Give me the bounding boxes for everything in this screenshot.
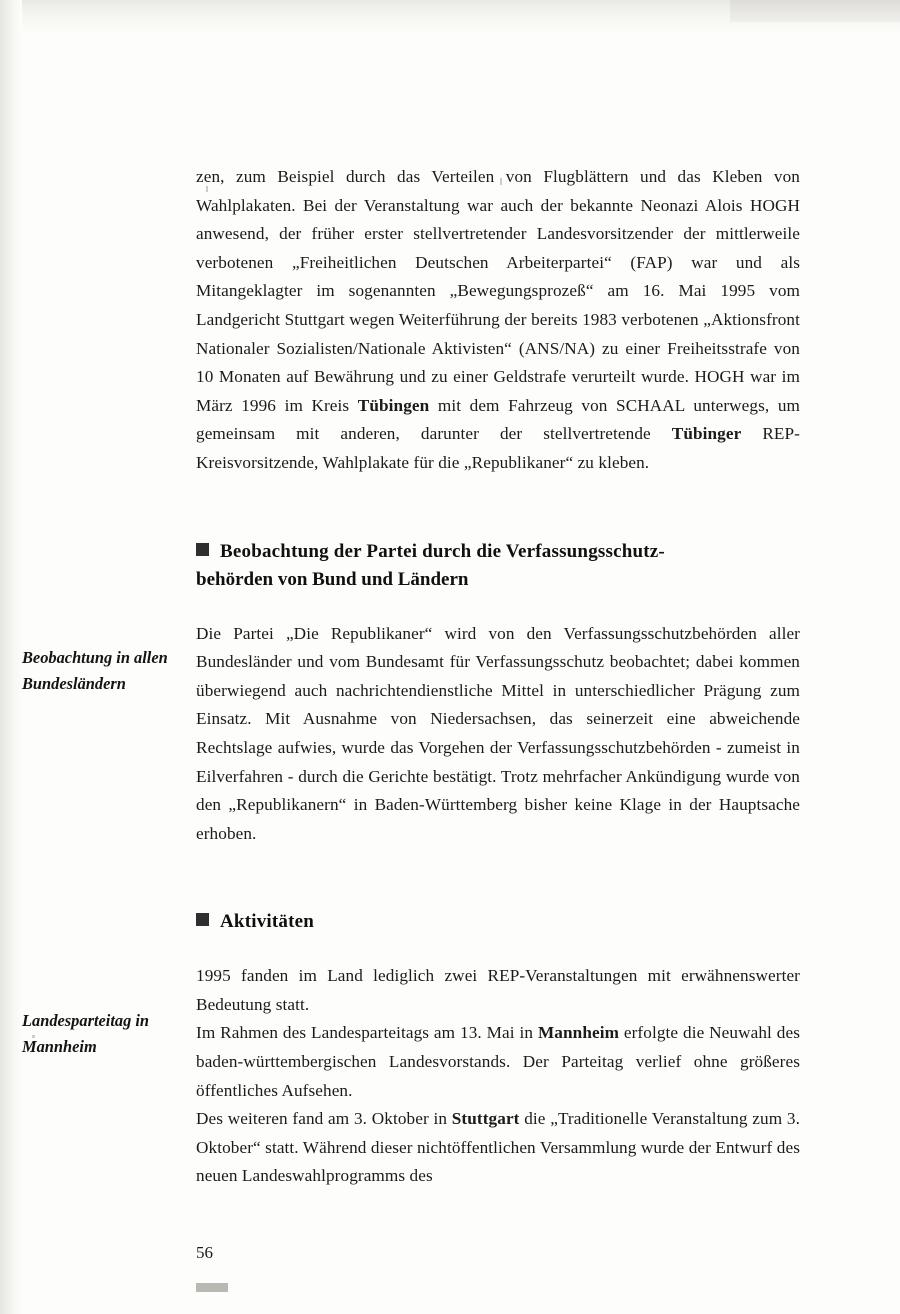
paragraph-stuttgart-part2: die „Traditionelle Veranstaltung zum 3. Oktober“ statt. Während dieser nichtöffentlichen Versammlung wurde der Entwurf des neuen Landeswahlprogramms des: [196, 1109, 800, 1186]
footer-mark: [196, 1283, 228, 1292]
paragraph-stuttgart-bold-stuttgart: Stuttgart: [451, 1109, 520, 1129]
paragraph-intro-bold-tuebinger: Tübinger: [671, 424, 742, 444]
paragraph-landesparteitag-bold-mannheim: Mannheim: [537, 1023, 619, 1043]
margin-note-landesparteitag: Landesparteitag in Mannheim: [22, 1011, 150, 1056]
section-heading-aktivitaeten: [196, 908, 800, 936]
main-text-column: [196, 163, 800, 1191]
paragraph-intro-bold-tuebingen: Tübingen: [357, 395, 430, 415]
spacer: [196, 848, 800, 874]
section-heading-beobachtung-line2: behörden von Bund und Ländern: [196, 568, 469, 590]
section-heading-beobachtung-line1: Beobachtung der Partei durch die Verfassungsschutz-: [220, 540, 665, 562]
paragraph-veranstaltungen: 1995 fanden im Land lediglich zwei REP-Veranstaltungen mit erwähnenswerter Bedeutung statt.: [196, 966, 800, 1014]
paragraph-stuttgart-part1: Des weiteren fand am 3. Oktober in: [196, 1109, 452, 1129]
paragraph-intro-part1: zen, zum Beispiel durch das Verteilen von Flugblättern und das Kleben von Wahlplakaten. Bei der Veranstaltung war auch der bekannte Neonazi Alois HOGH anwesend, der früher erster stellvertretender Landesvorsitzender der mittlerweile verbotenen „Freiheitlichen Deutschen Arbeiterpartei“ (FAP) war und als Mitangeklagter im sogenannten „Bewegungsprozeß“ am 16. Mai 1995 vom Landgericht Stuttgart wegen Weiterführung der bereits 1983 verbotenen „Aktionsfront Nationaler Sozialisten/Nationale Aktivisten“ (ANS/NA) zu einer Freiheitsstrafe von 10 Monaten auf Bewährung und zu einer Geldstrafe verurteilt wurde. HOGH war im März 1996 im Kreis: [196, 167, 800, 415]
paragraph-landesparteitag: [196, 1019, 800, 1105]
paragraph-intro-part2: mit dem Fahrzeug von SCHAAL unterwegs, um gemeinsam mit anderen, darunter der stellvertretende: [196, 395, 800, 444]
paragraph-intro-part3: REP-Kreisvorsitzende, Wahlplakate für die „Republikaner“ zu kleben.: [196, 424, 800, 472]
section-heading-beobachtung: [196, 538, 800, 594]
spacer: [196, 594, 800, 620]
section-heading-aktivitaeten-label: Aktivitäten: [220, 911, 315, 933]
paragraph-landesparteitag-part1: Im Rahmen des Landesparteitags am 13. Mai in: [196, 1023, 538, 1043]
square-bullet-icon: [196, 543, 209, 556]
page-number: 56: [196, 1243, 213, 1262]
spacer: [196, 936, 800, 962]
paragraph-intro: [196, 163, 800, 478]
paragraph-landesparteitag-part2: erfolgte die Neuwahl des baden-württembergischen Landesvorstands. Der Parteitag verlief ohne größeres öffentliches Aufsehen.: [196, 1023, 800, 1100]
margin-note-beobachtung: Beobachtung in allen Bundesländern: [22, 648, 168, 693]
square-bullet-icon: [196, 913, 209, 926]
paragraph-stuttgart: [196, 1105, 800, 1191]
spacer: [196, 478, 800, 504]
paragraph-beobachtung: Die Partei „Die Republikaner“ wird von den Verfassungsschutzbehörden aller Bundesländer und vom Bundesamt für Verfassungsschutz beobachtet; dabei kommen überwiegend auch nachrichtendienstliche Mittel in unterschiedlicher Prägung zum Einsatz. Mit Ausnahme von Niedersachsen, das seinerzeit eine abweichende Rechtslage aufwies, wurde das Vorgehen der Verfassungsschutzbehörden - zumeist in Eilverfahren - durch die Gerichte bestätigt. Trotz mehrfacher Ankündigung wurde von den „Republikanern“ in Baden-Württemberg bisher keine Klage in der Hauptsache erhoben.: [196, 623, 800, 843]
